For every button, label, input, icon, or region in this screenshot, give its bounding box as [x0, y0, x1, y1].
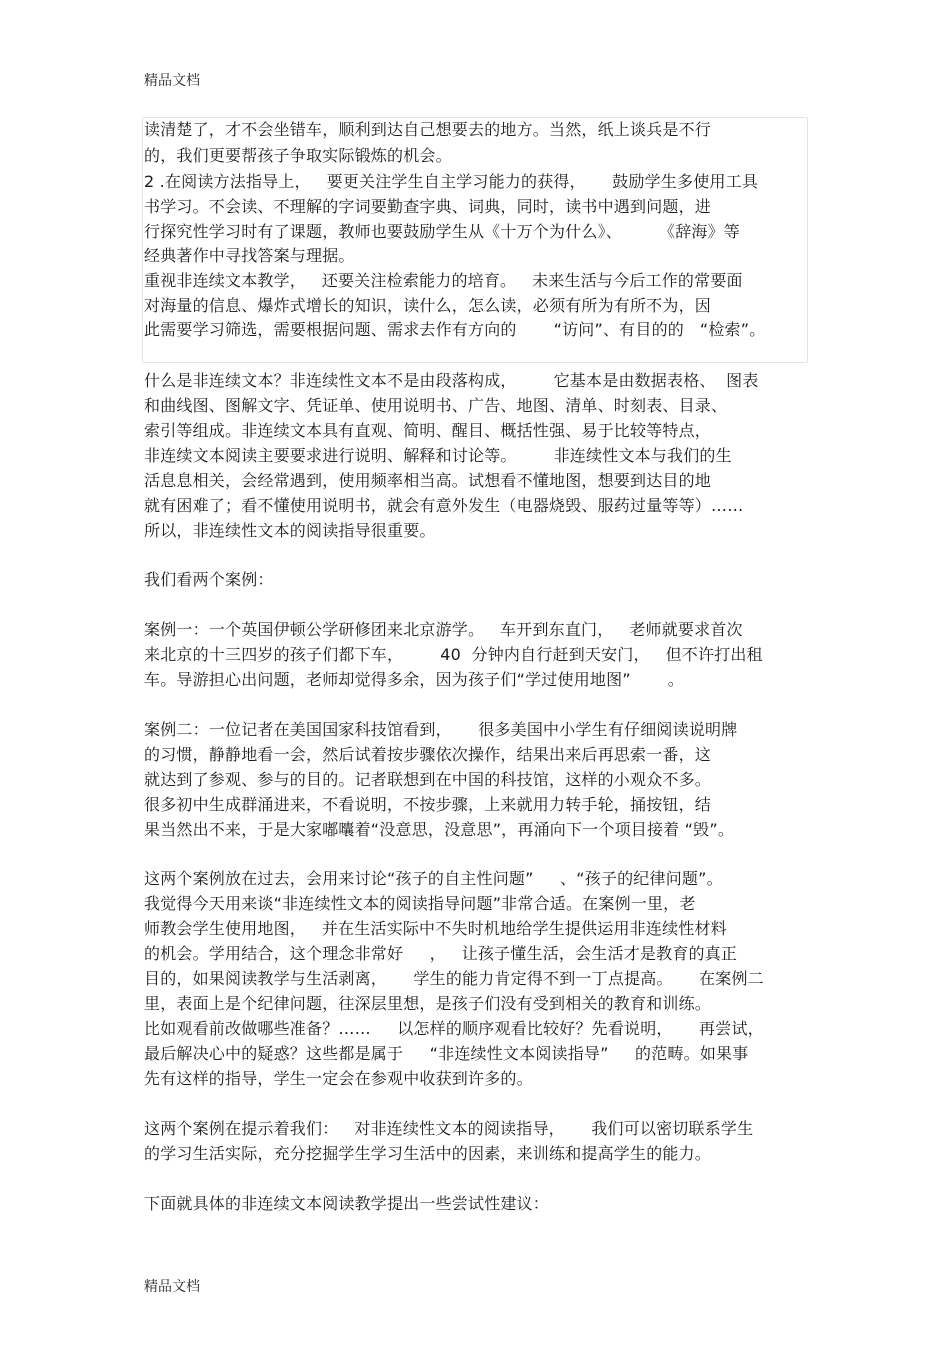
text-line: 我觉得今天用来谈“非连续性文本的阅读指导问题”非常合适。在案例一里，老	[144, 894, 696, 913]
text-line: 先有这样的指导，学生一定会在参观中收获到许多的。	[144, 1069, 533, 1088]
text-line: 就有困难了；看不懂使用说明书，就会有意外发生（电器烧毁、服药过量等等）……	[144, 496, 744, 515]
page-header-label: 精品文档	[144, 73, 200, 89]
text-line: 的学习生活实际，充分挖掘学生学习生活中的因素，来训练和提高学生的能力。	[144, 1144, 712, 1163]
text-line: 的机会。学用结合，这个理念非常好 ， 让孩子懂生活，会生活才是教育的真正	[144, 944, 738, 963]
text-line: 读清楚了，才不会坐错车，顺利到达自己想要去的地方。当然，纸上谈兵是不行	[144, 120, 712, 139]
text-line: 案例一：一个英国伊顿公学研修团来北京游学。 车开到东直门， 老师就要求首次	[144, 620, 743, 639]
text-line: 非连续文本阅读主要要求进行说明、解释和讨论等。 非连续性文本与我们的生	[144, 446, 732, 465]
text-line: 所以，非连续性文本的阅读指导很重要。	[144, 521, 436, 540]
text-line: 重视非连续文本教学， 还要关注检索能力的培育。 未来生活与今后工作的常要面	[144, 271, 743, 290]
text-line: 目的，如果阅读教学与生活剥离， 学生的能力肯定得不到一丁点提高。 在案例二	[144, 969, 764, 988]
text-line: 比如观看前改做哪些准备？…… 以怎样的顺序观看比较好？先看说明， 再尝试，	[144, 1019, 764, 1038]
text-line: 师教会学生使用地图， 并在生活实际中不失时机地给学生提供运用非连续性材料	[144, 919, 727, 938]
text-line: 来北京的十三四岁的孩子们都下车， 40 分钟内自行赶到天安门， 但不许打出租	[144, 645, 763, 664]
text-line: 此需要学习筛选，需要根据问题、需求去作有方向的 “访问”、有目的的 “检索”。	[144, 320, 766, 339]
text-line: 很多初中生成群涌进来，不看说明，不按步骤，上来就用力转手轮，捅按钮，结	[144, 795, 712, 814]
text-line: 对海量的信息、爆炸式增长的知识，读什么，怎么读，必须有所为有所不为，因	[144, 296, 712, 315]
text-line: 里，表面上是个纪律问题，往深层里想，是孩子们没有受到相关的教育和训练。	[144, 994, 712, 1013]
page-footer-label: 精品文档	[144, 1279, 200, 1295]
text-line: 我们看两个案例：	[144, 570, 274, 589]
text-line: 活息息相关，会经常遇到，使用频率相当高。试想看不懂地图，想要到达目的地	[144, 471, 712, 490]
text-line: 的习惯，静静地看一会，然后试着按步骤依次操作，结果出来后再思索一番，这	[144, 745, 712, 764]
text-line: 经典著作中寻找答案与理据。	[144, 246, 355, 265]
text-line: 的，我们更要帮孩子争取实际锻炼的机会。	[144, 146, 452, 165]
text-line: 最后解决心中的疑惑？这些都是属于 “非连续性文本阅读指导” 的范畴。如果事	[144, 1044, 749, 1063]
text-line: 和曲线图、图解文字、凭证单、使用说明书、广告、地图、清单、时刻表、目录、	[144, 396, 728, 415]
text-line: 下面就具体的非连续文本阅读教学提出一些尝试性建议：	[144, 1194, 550, 1213]
text-line: 这两个案例在提示着我们： 对非连续性文本的阅读指导， 我们可以密切联系学生	[144, 1119, 754, 1138]
text-line: 案例二：一位记者在美国国家科技馆看到， 很多美国中小学生有仔细阅读说明牌	[144, 720, 738, 739]
text-line: 书学习。不会读、不理解的字词要勤查字典、词典，同时，读书中遇到问题，进	[144, 197, 712, 216]
text-line: 索引等组成。非连续文本具有直观、简明、醒目、概括性强、易于比较等特点，	[144, 421, 712, 440]
text-line: 就达到了参观、参与的目的。记者联想到在中国的科技馆，这样的小观众不多。	[144, 770, 712, 789]
text-line: 这两个案例放在过去，会用来讨论“孩子的自主性问题” 、“孩子的纪律问题”。	[144, 869, 723, 888]
text-line: 2 .在阅读方法指导上， 要更关注学生自主学习能力的获得， 鼓励学生多使用工具	[144, 172, 759, 191]
text-line: 行探究性学习时有了课题，教师也要鼓励学生从《十万个为什么》、 《辞海》等	[144, 222, 741, 241]
text-line: 什么是非连续文本？非连续性文本不是由段落构成， 它基本是由数据表格、 图表	[144, 371, 759, 390]
text-line: 果当然出不来，于是大家嘟囔着“没意思，没意思”，再涌向下一个项目接着 “毁”。	[144, 820, 735, 839]
text-line: 车。导游担心出问题，老师却觉得多余，因为孩子们“学过使用地图” 。	[144, 670, 684, 689]
